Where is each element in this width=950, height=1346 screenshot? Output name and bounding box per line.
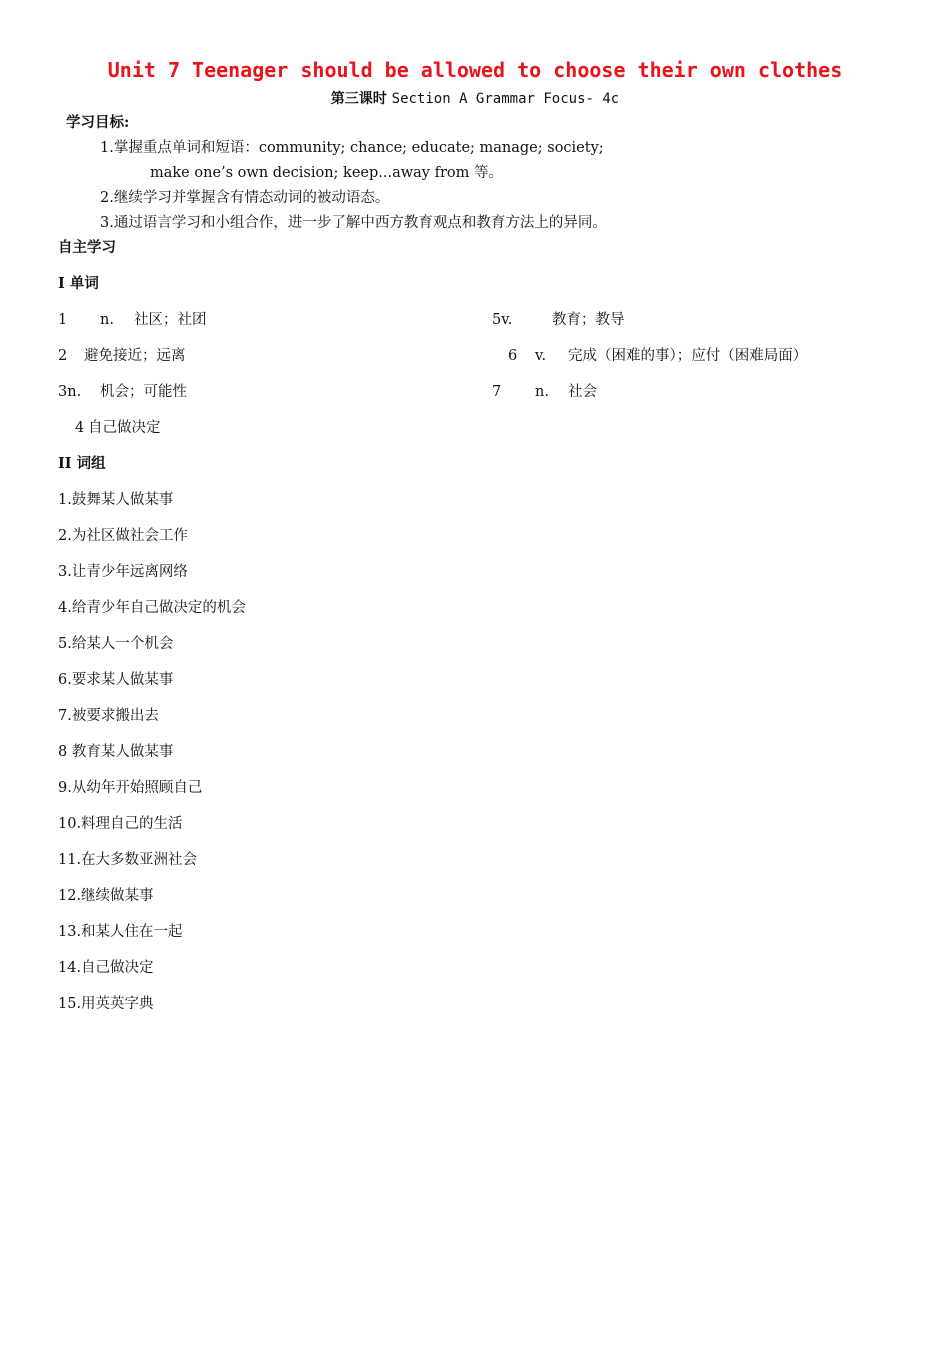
phrase-item: 2.为社区做社会工作 [58,528,188,544]
word-item-meaning: 避免接近；远离 [84,348,186,364]
lesson-subtitle [0,88,950,108]
word-item-number: 6 [508,348,518,364]
word-item-pos: v. [535,348,547,364]
word-item-number: 2 [58,348,68,364]
objective-1-line-2: make one’s own decision; keep...away from 等。 [150,165,503,181]
objectives-heading: 学习目标: [66,114,130,131]
words-heading: I 单词 [58,275,99,292]
section-label: Section A Grammar Focus- 4c [391,91,620,107]
word-item-meaning: 教育；教导 [552,312,625,328]
phrase-item: 13.和某人住在一起 [58,924,183,940]
word-item-number: 1 [58,312,68,328]
phrase-item: 5.给某人一个机会 [58,636,174,652]
word-item-pos: n. [535,384,549,400]
phrases-heading: II 词组 [58,455,106,472]
phrase-item: 12.继续做某事 [58,888,154,904]
page-title: Unit 7 Teenager should be allowed to choose their own clothes [107,58,843,82]
word-item-number: 5v. [492,312,513,328]
word-item-meaning: 机会；可能性 [100,384,187,400]
phrase-item: 9.从幼年开始照顾自己 [58,780,203,796]
word-item-number: 4 [75,420,85,436]
word-item-meaning: 社会 [568,384,597,400]
objective-1-line-1: 1.掌握重点单词和短语：community; chance; educate; manage; society; [100,140,604,156]
phrase-item: 7.被要求搬出去 [58,708,159,724]
word-item-meaning: 完成（困难的事）；应付（困难局面） [568,348,808,364]
phrase-item: 11.在大多数亚洲社会 [58,852,198,868]
lesson-label: 第三课时 [330,91,387,107]
phrase-item: 4.给青少年自己做决定的机会 [58,600,246,616]
objective-3: 3.通过语言学习和小组合作，进一步了解中西方教育观点和教育方法上的异同。 [100,215,607,231]
phrase-item: 3.让青少年远离网络 [58,564,188,580]
word-item-meaning: 社区；社团 [134,312,207,328]
phrase-item: 15.用英英字典 [58,996,154,1012]
phrase-item: 14.自己做决定 [58,960,154,976]
phrase-item: 10.料理自己的生活 [58,816,183,832]
objective-2: 2.继续学习并掌握含有情态动词的被动语态。 [100,190,390,206]
phrase-item: 1.鼓舞某人做某事 [58,492,174,508]
phrase-item: 8 教育某人做某事 [58,744,174,760]
phrase-item: 6.要求某人做某事 [58,672,174,688]
self-study-heading: 自主学习 [58,239,116,256]
word-item-number: 3n. [58,384,82,400]
word-item-pos: n. [100,312,114,328]
word-item-number: 7 [492,384,502,400]
word-item-meaning: 自己做决定 [88,420,161,436]
